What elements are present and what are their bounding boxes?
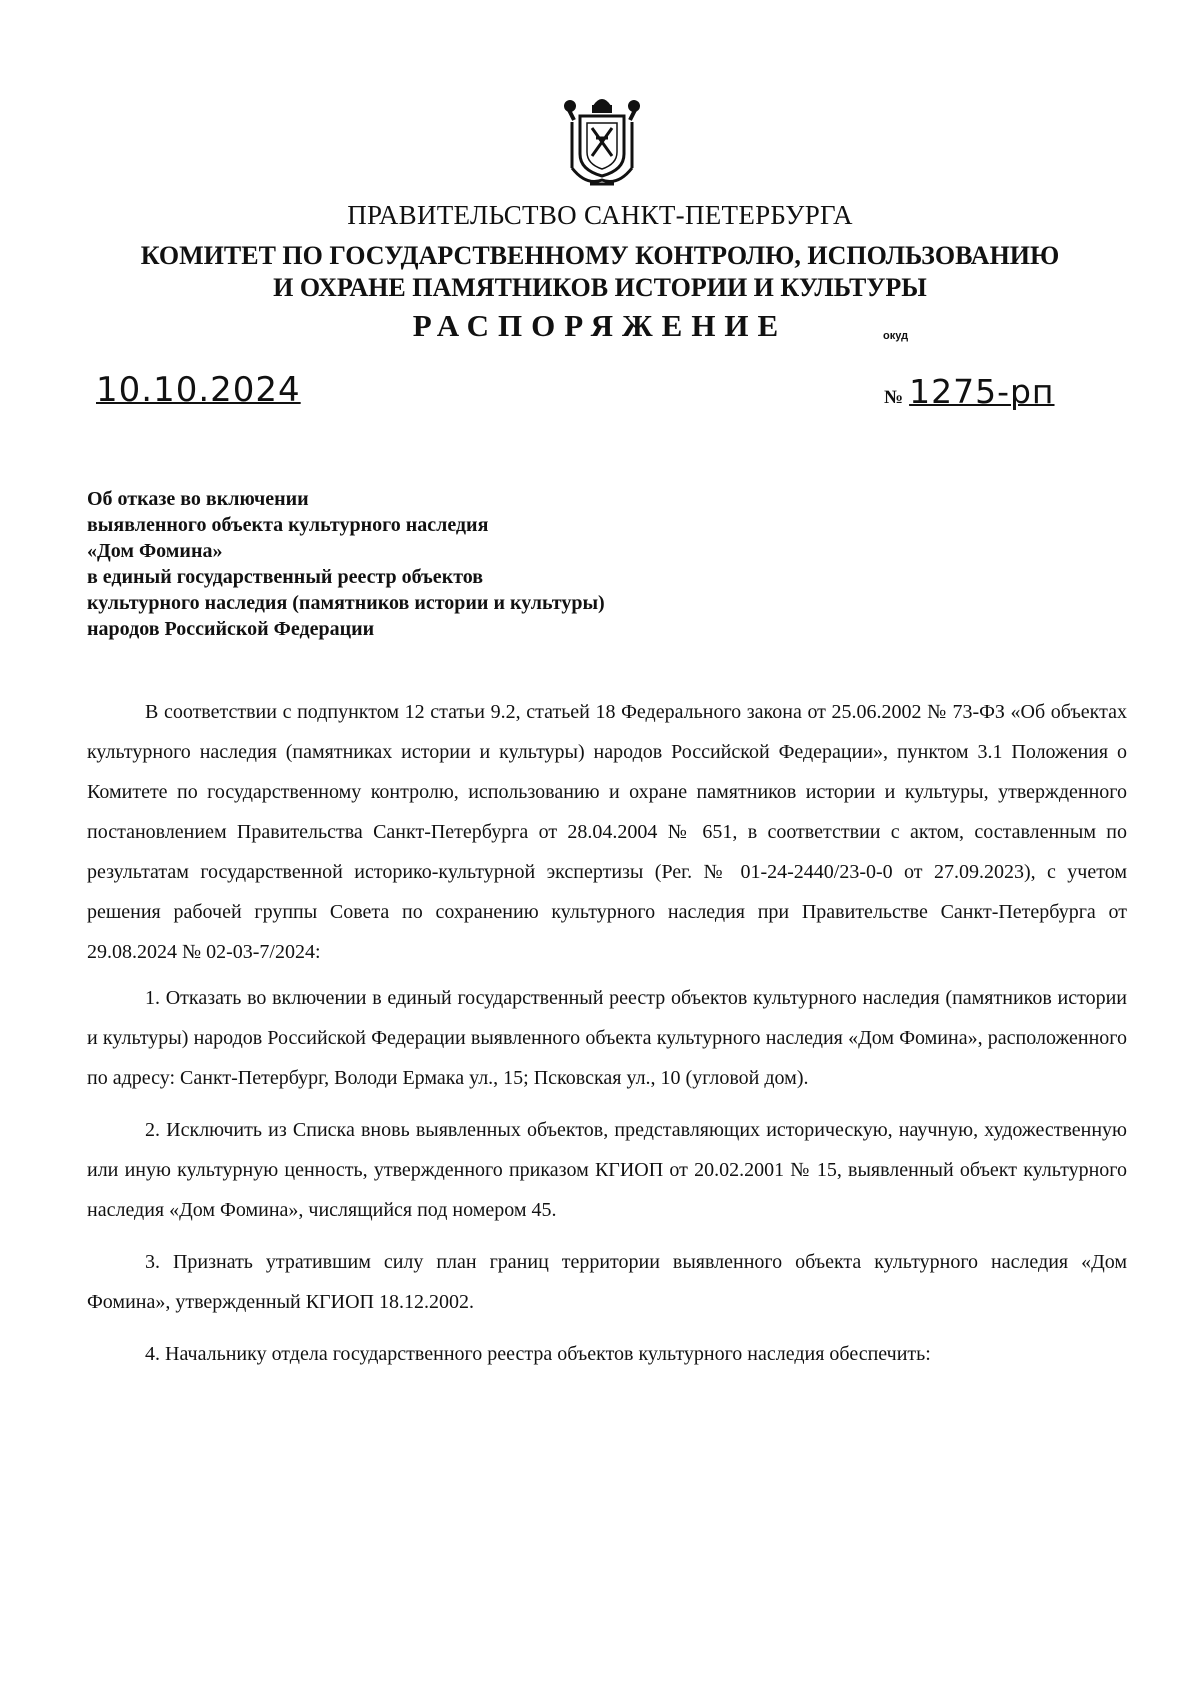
- order-item-3: 3. Признать утратившим силу план границ территории выявленного объекта культурного наследия «Дом Фомина», утвержденный КГИОП 18.12.2002.: [87, 1251, 1127, 1313]
- subject-line: в единый государственный реестр объектов: [87, 566, 484, 588]
- document-body: [87, 692, 1127, 1386]
- subject-line: Об отказе во включении: [87, 488, 309, 510]
- okud-label: окуд: [883, 330, 909, 342]
- order-item-4: 4. Начальнику отдела государственного реестра объектов культурного наследия обеспечить:: [145, 1343, 931, 1365]
- preamble-paragraph: В соответствии с подпунктом 12 статьи 9.2, статьей 18 Федерального закона от 25.06.2002 № 73-ФЗ «Об объектах культурного наследия (памятниках истории и культуры) народов Российской Федерации», пунктом 3.1 Положения о Комитете по государственному контролю, использованию и охране памятников истории и культуры, утвержденного постановлением Правительства Санкт-Петербурга от 28.04.2004 № 651, в соответствии с актом, составленным по результатам государственной историко-культурной экспертизы (Рег. № 01-24-2440/23-0-0 от 27.09.2023), с учетом решения рабочей группы Совета по сохранению культурного наследия при Правительстве Санкт-Петербурга от 29.08.2024 № 02-03-7/2024:: [87, 701, 1127, 963]
- committee-title-line-1: КОМИТЕТ ПО ГОСУДАРСТВЕННОМУ КОНТРОЛЮ, ИСПОЛЬЗОВАНИЮ: [140, 241, 1060, 270]
- subject-line: культурного наследия (памятников истории и культуры): [87, 592, 605, 614]
- government-title: ПРАВИТЕЛЬСТВО САНКТ-ПЕТЕРБУРГА: [347, 200, 853, 230]
- committee-title-line-2: И ОХРАНЕ ПАМЯТНИКОВ ИСТОРИИ И КУЛЬТУРЫ: [273, 273, 927, 302]
- number-sign: №: [884, 387, 904, 408]
- document-date: 10.10.2024: [96, 370, 301, 410]
- document-number-value: 1275-рп: [909, 372, 1055, 411]
- coat-of-arms-icon: [560, 92, 644, 192]
- document-type: РАСПОРЯЖЕНИЕ: [412, 308, 788, 343]
- subject-line: выявленного объекта культурного наследия: [87, 514, 489, 536]
- document-subject: [87, 486, 605, 642]
- subject-line: народов Российской Федерации: [87, 618, 375, 640]
- order-item-1: 1. Отказать во включении в единый государственный реестр объектов культурного наследия (памятников истории и культуры) народов Российской Федерации выявленного объекта культурного наследия «Дом Фомина», расположенного по адресу: Санкт-Петербург, Володи Ермака ул., 15; Псковская ул., 10 (угловой дом).: [87, 987, 1127, 1089]
- document-number: [884, 372, 1055, 411]
- subject-line: «Дом Фомина»: [87, 540, 223, 562]
- committee-title: [0, 240, 1200, 304]
- order-item-2: 2. Исключить из Списка вновь выявленных объектов, представляющих историческую, научную, художественную или иную культурную ценность, утвержденного приказом КГИОП от 20.02.2001 № 15, выявленный объект культурного наследия «Дом Фомина», числящийся под номером 45.: [87, 1119, 1127, 1221]
